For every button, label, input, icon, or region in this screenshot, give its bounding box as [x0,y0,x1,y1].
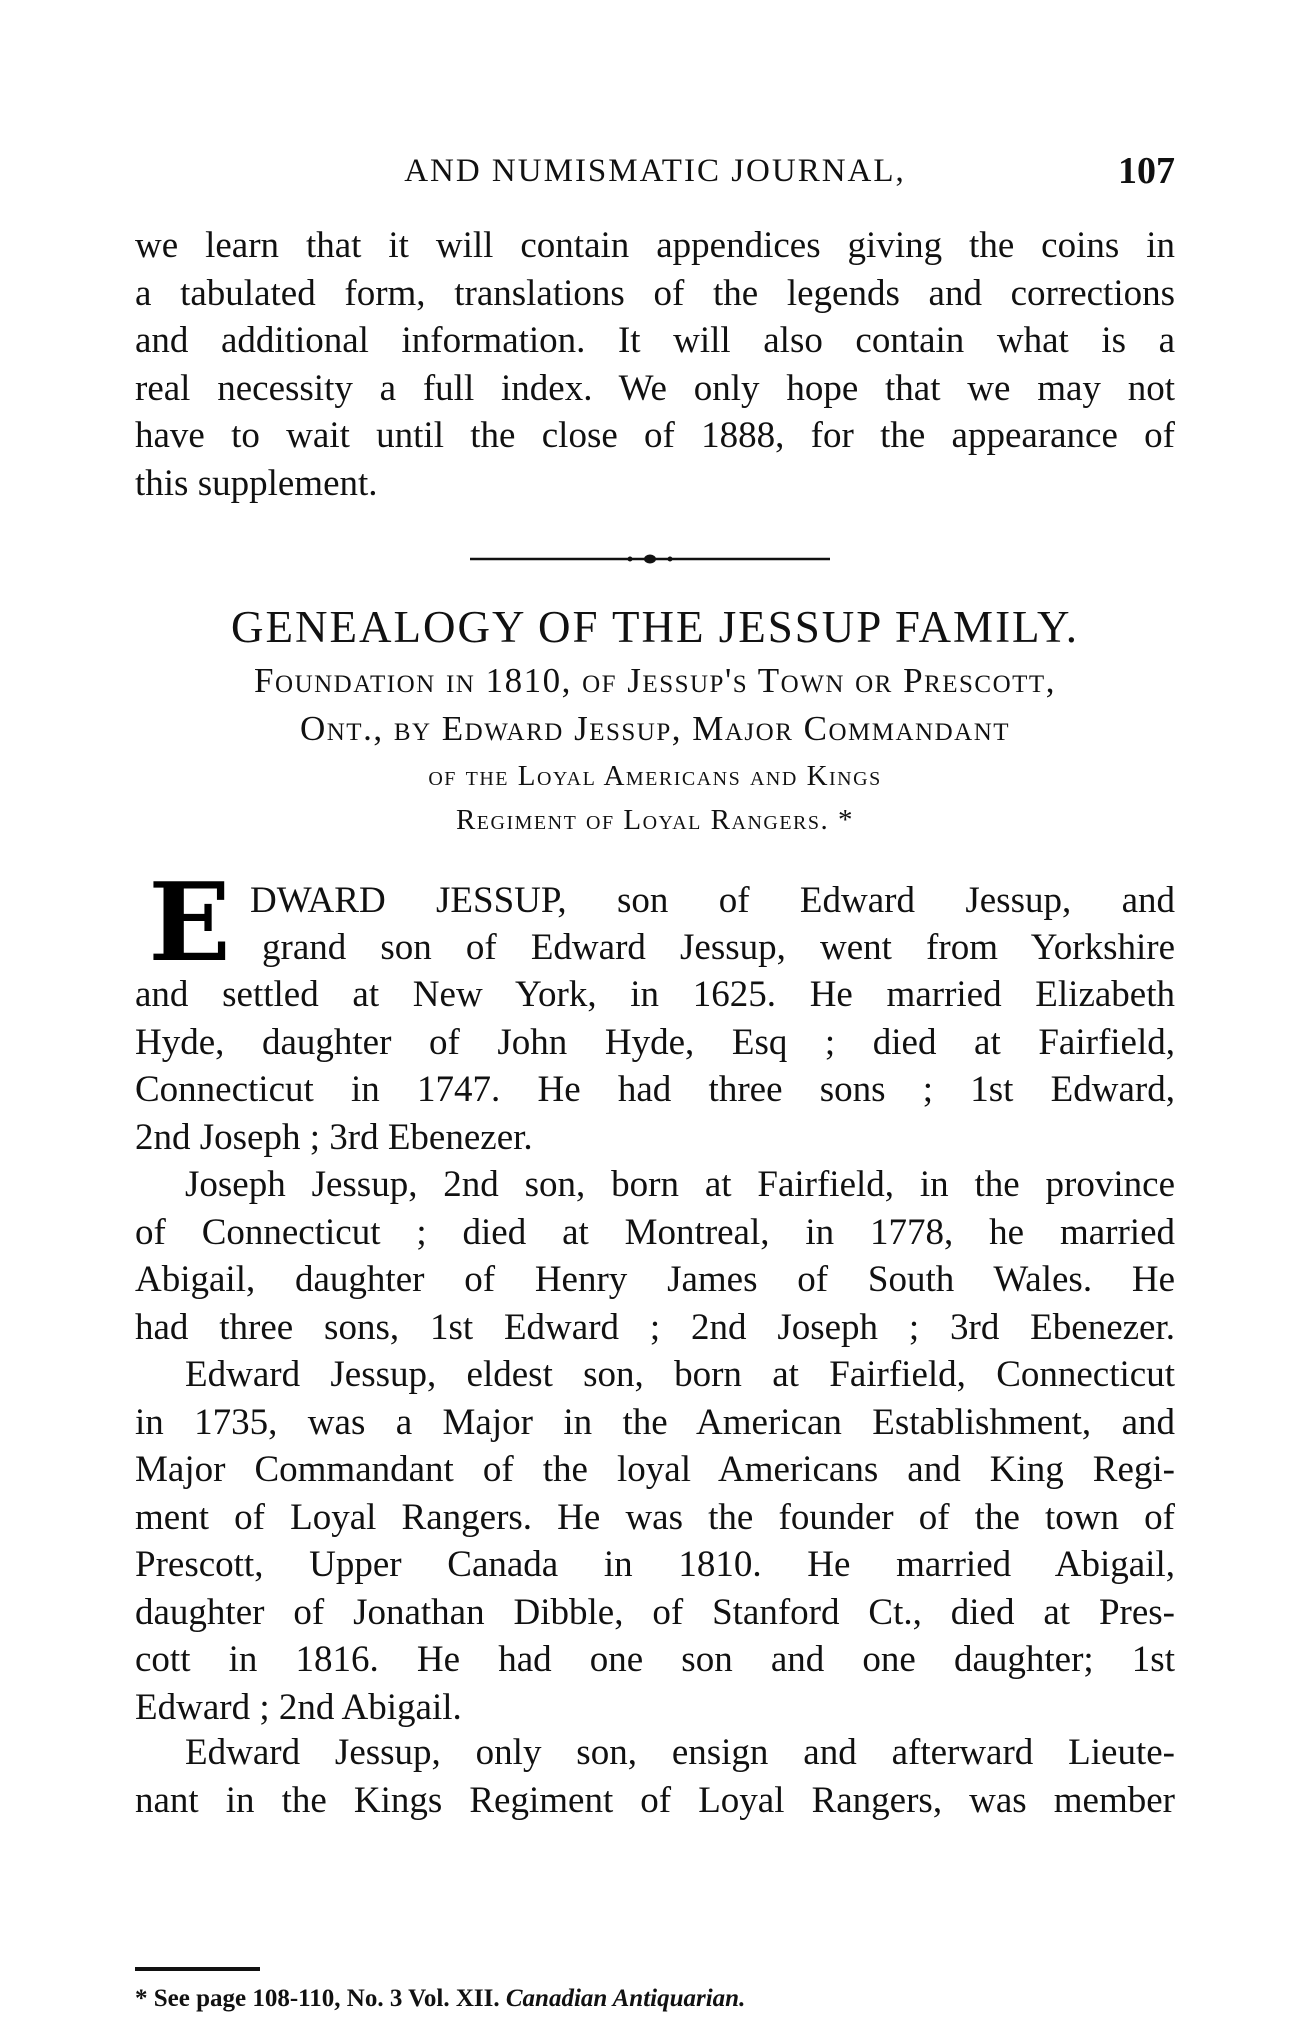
text-line: Edward ; 2nd Abigail. [135,1686,462,1728]
text-line: and additional information. It will also contain what is a [135,320,1175,361]
text-line: cott in 1816. He had one son and one daughter; 1st [135,1639,1175,1680]
article-subtitle-line: Regiment of Loyal Rangers. * [455,804,855,836]
text-line-content: grand son of Edward Jessup, went from Yorkshire [262,927,1175,968]
footnote-rule [135,1967,260,1971]
text-line: this supplement. [135,462,378,504]
text-line: ment of Loyal Rangers. He was the founder of the town of [135,1496,1175,1538]
page-number: 107 [1118,150,1175,192]
paragraph-joseph [135,1161,1175,1351]
article-subtitle-line: Ont., by Edward Jessup, Major Commandant [299,709,1011,748]
text-line: Hyde, daughter of John Hyde, Esq ; died at Fairfield, [135,1021,1175,1063]
text-line: Major Commandant of the loyal Americans and King Regi- [135,1449,1175,1490]
text-line: Connecticut in 1747. He had three sons ; 1st Edward, [135,1069,1175,1110]
text-line: Joseph Jessup, 2nd son, born at Fairfield, in the province [185,1164,1175,1205]
paragraph-edward-junior [135,1729,1175,1824]
footnote-text: See page 108-110, No. 3 Vol. XII. [153,1985,500,2012]
paragraph-major-edward [135,1351,1175,1731]
text-line [250,877,1175,925]
footnote-marker: * [135,1985,148,2012]
running-head [135,146,1175,196]
text-line [262,924,1175,972]
section-divider-ornament [470,553,830,565]
text-line: Abigail, daughter of Henry James of South Wales. He [135,1259,1175,1300]
text-line: have to wait until the close of 1888, for the appearance of [135,415,1175,456]
journal-title: AND NUMISMATIC JOURNAL, [404,153,906,189]
paragraph-edward-senior [135,971,1175,1161]
footnote [135,1984,1175,2014]
text-line: nant in the Kings Regiment of Loyal Rangers, was member [135,1779,1175,1821]
text-line: we learn that it will contain appendices giving the coins in [135,225,1175,266]
text-line: in 1735, was a Major in the American Establishment, and [135,1401,1175,1443]
text-line: of Connecticut ; died at Montreal, in 1778, he married [135,1211,1175,1253]
text-line: and settled at New York, in 1625. He married Elizabeth [135,974,1175,1015]
footnote-source: Canadian Antiquarian. [505,1985,746,2012]
text-line: 2nd Joseph ; 3rd Ebenezer. [135,1116,533,1158]
article-subtitle-line: Foundation in 1810, of Jessup's Town or Prescott, [254,661,1056,700]
text-line: had three sons, 1st Edward ; 2nd Joseph ; 3rd Ebenezer. [135,1306,1175,1348]
intro-paragraph [135,222,1175,507]
text-line-content: DWARD JESSUP, son of Edward Jessup, and [250,880,1175,921]
text-line: real necessity a full index. We only hope that we may not [135,367,1175,409]
article-subtitle-line: of the Loyal Americans and Kings [428,760,882,792]
text-line: Edward Jessup, only son, ensign and afterward Lieute- [185,1732,1175,1773]
text-line: Prescott, Upper Canada in 1810. He married Abigail, [135,1544,1175,1585]
text-line: daughter of Jonathan Dibble, of Stanford Ct., died at Pres- [135,1591,1175,1633]
drop-cap-letter: E [148,860,231,986]
text-line: Edward Jessup, eldest son, born at Fairfield, Connecticut [185,1354,1175,1395]
text-line: a tabulated form, translations of the legends and corrections [135,272,1175,314]
article-title: GENEALOGY OF THE JESSUP FAMILY. [231,602,1079,652]
